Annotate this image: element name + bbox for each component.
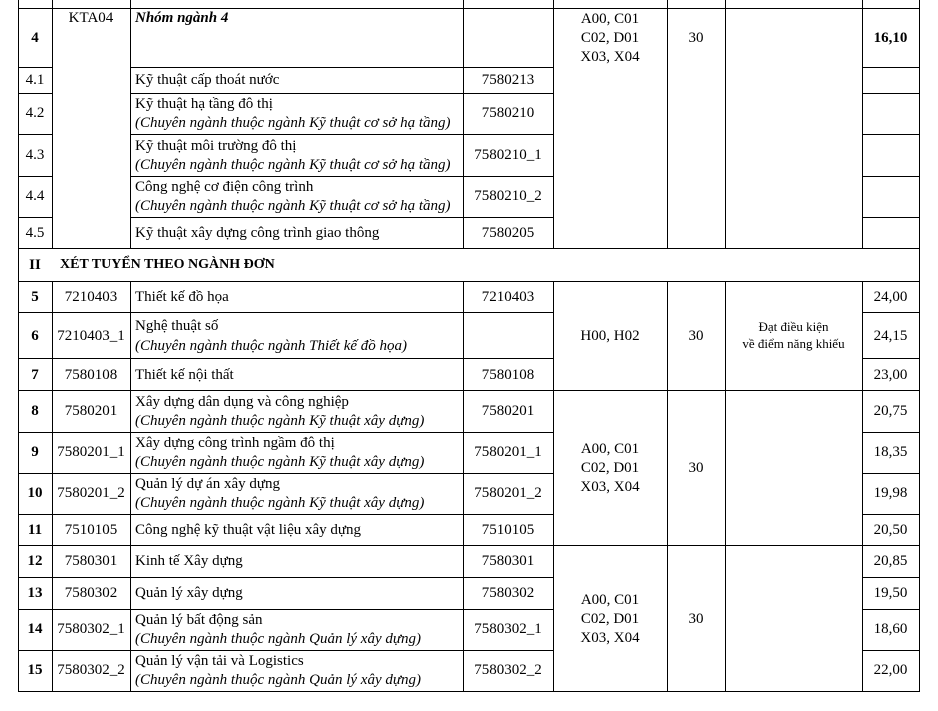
combo-line: A00, C01 (580, 11, 640, 27)
quota: 30 (688, 328, 704, 344)
grid-line (725, 0, 726, 249)
admission-code: 7580201 (64, 403, 118, 419)
admission-code: 7510105 (64, 522, 118, 538)
major-name: Quản lý vận tải và Logistics (135, 653, 304, 669)
admission-code: 7210403 (64, 289, 118, 305)
row-number: 4.5 (25, 225, 45, 241)
subject-combination (553, 440, 667, 497)
admission-code: 7580301 (64, 553, 118, 569)
grid-line (18, 93, 52, 94)
major-code: 7210403 (481, 289, 535, 305)
grid-line (862, 134, 920, 135)
grid-line (18, 473, 553, 474)
grid-line (18, 691, 920, 692)
grid-line (862, 577, 920, 578)
row-number: 15 (27, 662, 43, 678)
cutoff-score: 22,00 (873, 662, 908, 678)
quota: 30 (688, 30, 704, 46)
major-name: Kinh tế Xây dựng (135, 553, 243, 569)
row-number: 6 (31, 328, 39, 344)
combo-line: C02, D01 (580, 611, 640, 627)
major-name: Quản lý xây dựng (135, 585, 243, 601)
major-code: 7510105 (481, 522, 535, 538)
row-number: 4 (31, 30, 39, 46)
major-subtitle: (Chuyên ngành thuộc ngành Kỹ thuật cơ sở hạ tầng) (135, 157, 451, 173)
grid-line (862, 650, 920, 651)
row-number: 4.1 (25, 72, 45, 88)
combo-line: A00, C01 (580, 441, 640, 457)
row-number: 9 (31, 444, 39, 460)
admission-code: 7580302 (64, 585, 118, 601)
major-code: 7580301 (481, 553, 535, 569)
grid-line (18, 609, 553, 610)
major-subtitle: (Chuyên ngành thuộc ngành Quản lý xây dựng) (135, 631, 422, 647)
cutoff-score: 20,75 (873, 403, 908, 419)
cutoff-score: 24,00 (873, 289, 908, 305)
grid-line (862, 432, 920, 433)
major-code: 7580201_2 (474, 485, 542, 501)
row-number: 8 (31, 403, 39, 419)
major-name: Thiết kế đồ họa (135, 289, 229, 305)
major-code: 7580210_1 (474, 147, 542, 163)
major-code: 7580108 (481, 367, 535, 383)
major-subtitle: (Chuyên ngành thuộc ngành Thiết kế đồ họa) (135, 338, 408, 354)
grid-line (919, 0, 920, 692)
quota: 30 (688, 460, 704, 476)
grid-line (130, 67, 553, 68)
major-name: Xây dựng công trình ngầm đô thị (135, 435, 335, 451)
cutoff-score: 16,10 (873, 30, 908, 46)
combo-line: C02, D01 (580, 460, 640, 476)
major-name: Xây dựng dân dụng và công nghiệp (135, 394, 349, 410)
grid-line (862, 312, 920, 313)
major-name: Công nghệ kỹ thuật vật liệu xây dựng (135, 522, 362, 538)
admission-code: 7580108 (64, 367, 118, 383)
major-name: Thiết kế nội thất (135, 367, 234, 383)
grid-line (18, 134, 52, 135)
section-number: II (29, 257, 41, 273)
major-subtitle: (Chuyên ngành thuộc ngành Quản lý xây dựng) (135, 672, 422, 688)
row-number: 14 (27, 621, 43, 637)
grid-line (18, 577, 553, 578)
cutoff-score: 24,15 (873, 328, 908, 344)
major-name: Quản lý bất động sản (135, 612, 263, 628)
grid-line (18, 545, 920, 546)
combo-line: X03, X04 (580, 630, 640, 646)
subject-combination (553, 10, 667, 67)
row-number: 4.4 (25, 188, 45, 204)
row-number: 13 (27, 585, 43, 601)
grid-line (18, 176, 52, 177)
subject-combination (553, 591, 667, 648)
combo-line: X03, X04 (580, 49, 640, 65)
group-code: KTA04 (68, 10, 114, 26)
major-subtitle: (Chuyên ngành thuộc ngành Kỹ thuật cơ sở hạ tầng) (135, 115, 451, 131)
cutoff-score: 20,85 (873, 553, 908, 569)
grid-line (862, 217, 920, 218)
grid-line (18, 67, 52, 68)
admission-code: 7580302_1 (57, 621, 125, 637)
cutoff-score: 19,50 (873, 585, 908, 601)
grid-line (52, 0, 53, 249)
major-code: 7580302 (481, 585, 535, 601)
major-subtitle: (Chuyên ngành thuộc ngành Kỹ thuật xây dựng) (135, 454, 425, 470)
admission-code: 7580302_2 (57, 662, 125, 678)
section-title: XÉT TUYỂN THEO NGÀNH ĐƠN (60, 257, 275, 272)
grid-line (463, 0, 464, 249)
grid-line (862, 176, 920, 177)
row-number: 7 (31, 367, 39, 383)
row-number: 12 (27, 553, 43, 569)
row-number: 10 (27, 485, 43, 501)
cutoff-score: 18,35 (873, 444, 908, 460)
grid-line (862, 473, 920, 474)
grid-line (862, 67, 920, 68)
cutoff-score: 23,00 (873, 367, 908, 383)
major-code: 7580201 (481, 403, 535, 419)
major-name: Kỹ thuật môi trường đô thị (135, 138, 297, 154)
major-code: 7580213 (481, 72, 535, 88)
grid-line (130, 217, 553, 218)
admission-code: 7210403_1 (57, 328, 125, 344)
major-name: Kỹ thuật xây dựng công trình giao thông (135, 225, 380, 241)
combo-line: X03, X04 (580, 479, 640, 495)
cutoff-score: 20,50 (873, 522, 908, 538)
row-number: 4.3 (25, 147, 45, 163)
major-subtitle: (Chuyên ngành thuộc ngành Kỹ thuật cơ sở hạ tầng) (135, 198, 451, 214)
major-subtitle: (Chuyên ngành thuộc ngành Kỹ thuật xây dựng) (135, 413, 425, 429)
major-name: Kỹ thuật hạ tầng đô thị (135, 96, 273, 112)
major-name: Quản lý dự án xây dựng (135, 476, 280, 492)
quota: 30 (688, 611, 704, 627)
note-line: Đạt điều kiện (758, 319, 829, 334)
grid-line (862, 358, 920, 359)
major-name: Nghệ thuật số (135, 318, 219, 334)
cutoff-score: 19,98 (873, 485, 908, 501)
grid-line (130, 134, 553, 135)
subject-combination: H00, H02 (580, 328, 640, 344)
grid-line (18, 514, 553, 515)
grid-line (130, 281, 131, 692)
grid-line (130, 0, 131, 249)
grid-line (18, 358, 553, 359)
grid-line (862, 609, 920, 610)
talent-condition-note (725, 318, 862, 352)
note-line: về điểm năng khiếu (742, 336, 845, 351)
cutoff-score: 18,60 (873, 621, 908, 637)
group-name: Nhóm ngành 4 (135, 10, 229, 26)
grid-line (18, 312, 553, 313)
major-name: Công nghệ cơ điện công trình (135, 179, 314, 195)
grid-line (18, 217, 52, 218)
row-number: 5 (31, 289, 39, 305)
major-code: 7580210 (481, 105, 535, 121)
grid-line (18, 281, 920, 282)
grid-line (18, 390, 920, 391)
grid-line (862, 514, 920, 515)
major-name: Kỹ thuật cấp thoát nước (135, 72, 280, 88)
major-subtitle: (Chuyên ngành thuộc ngành Kỹ thuật xây dựng) (135, 495, 425, 511)
combo-line: A00, C01 (580, 592, 640, 608)
row-number: 4.2 (25, 105, 45, 121)
major-code: 7580201_1 (474, 444, 542, 460)
row-number: 11 (27, 522, 43, 538)
admission-code: 7580201_2 (57, 485, 125, 501)
major-code: 7580302_1 (474, 621, 542, 637)
grid-line (862, 93, 920, 94)
combo-line: C02, D01 (580, 30, 640, 46)
grid-line (18, 248, 920, 249)
admission-code: 7580201_1 (57, 444, 125, 460)
major-code: 7580210_2 (474, 188, 542, 204)
major-code: 7580205 (481, 225, 535, 241)
major-code: 7580302_2 (474, 662, 542, 678)
